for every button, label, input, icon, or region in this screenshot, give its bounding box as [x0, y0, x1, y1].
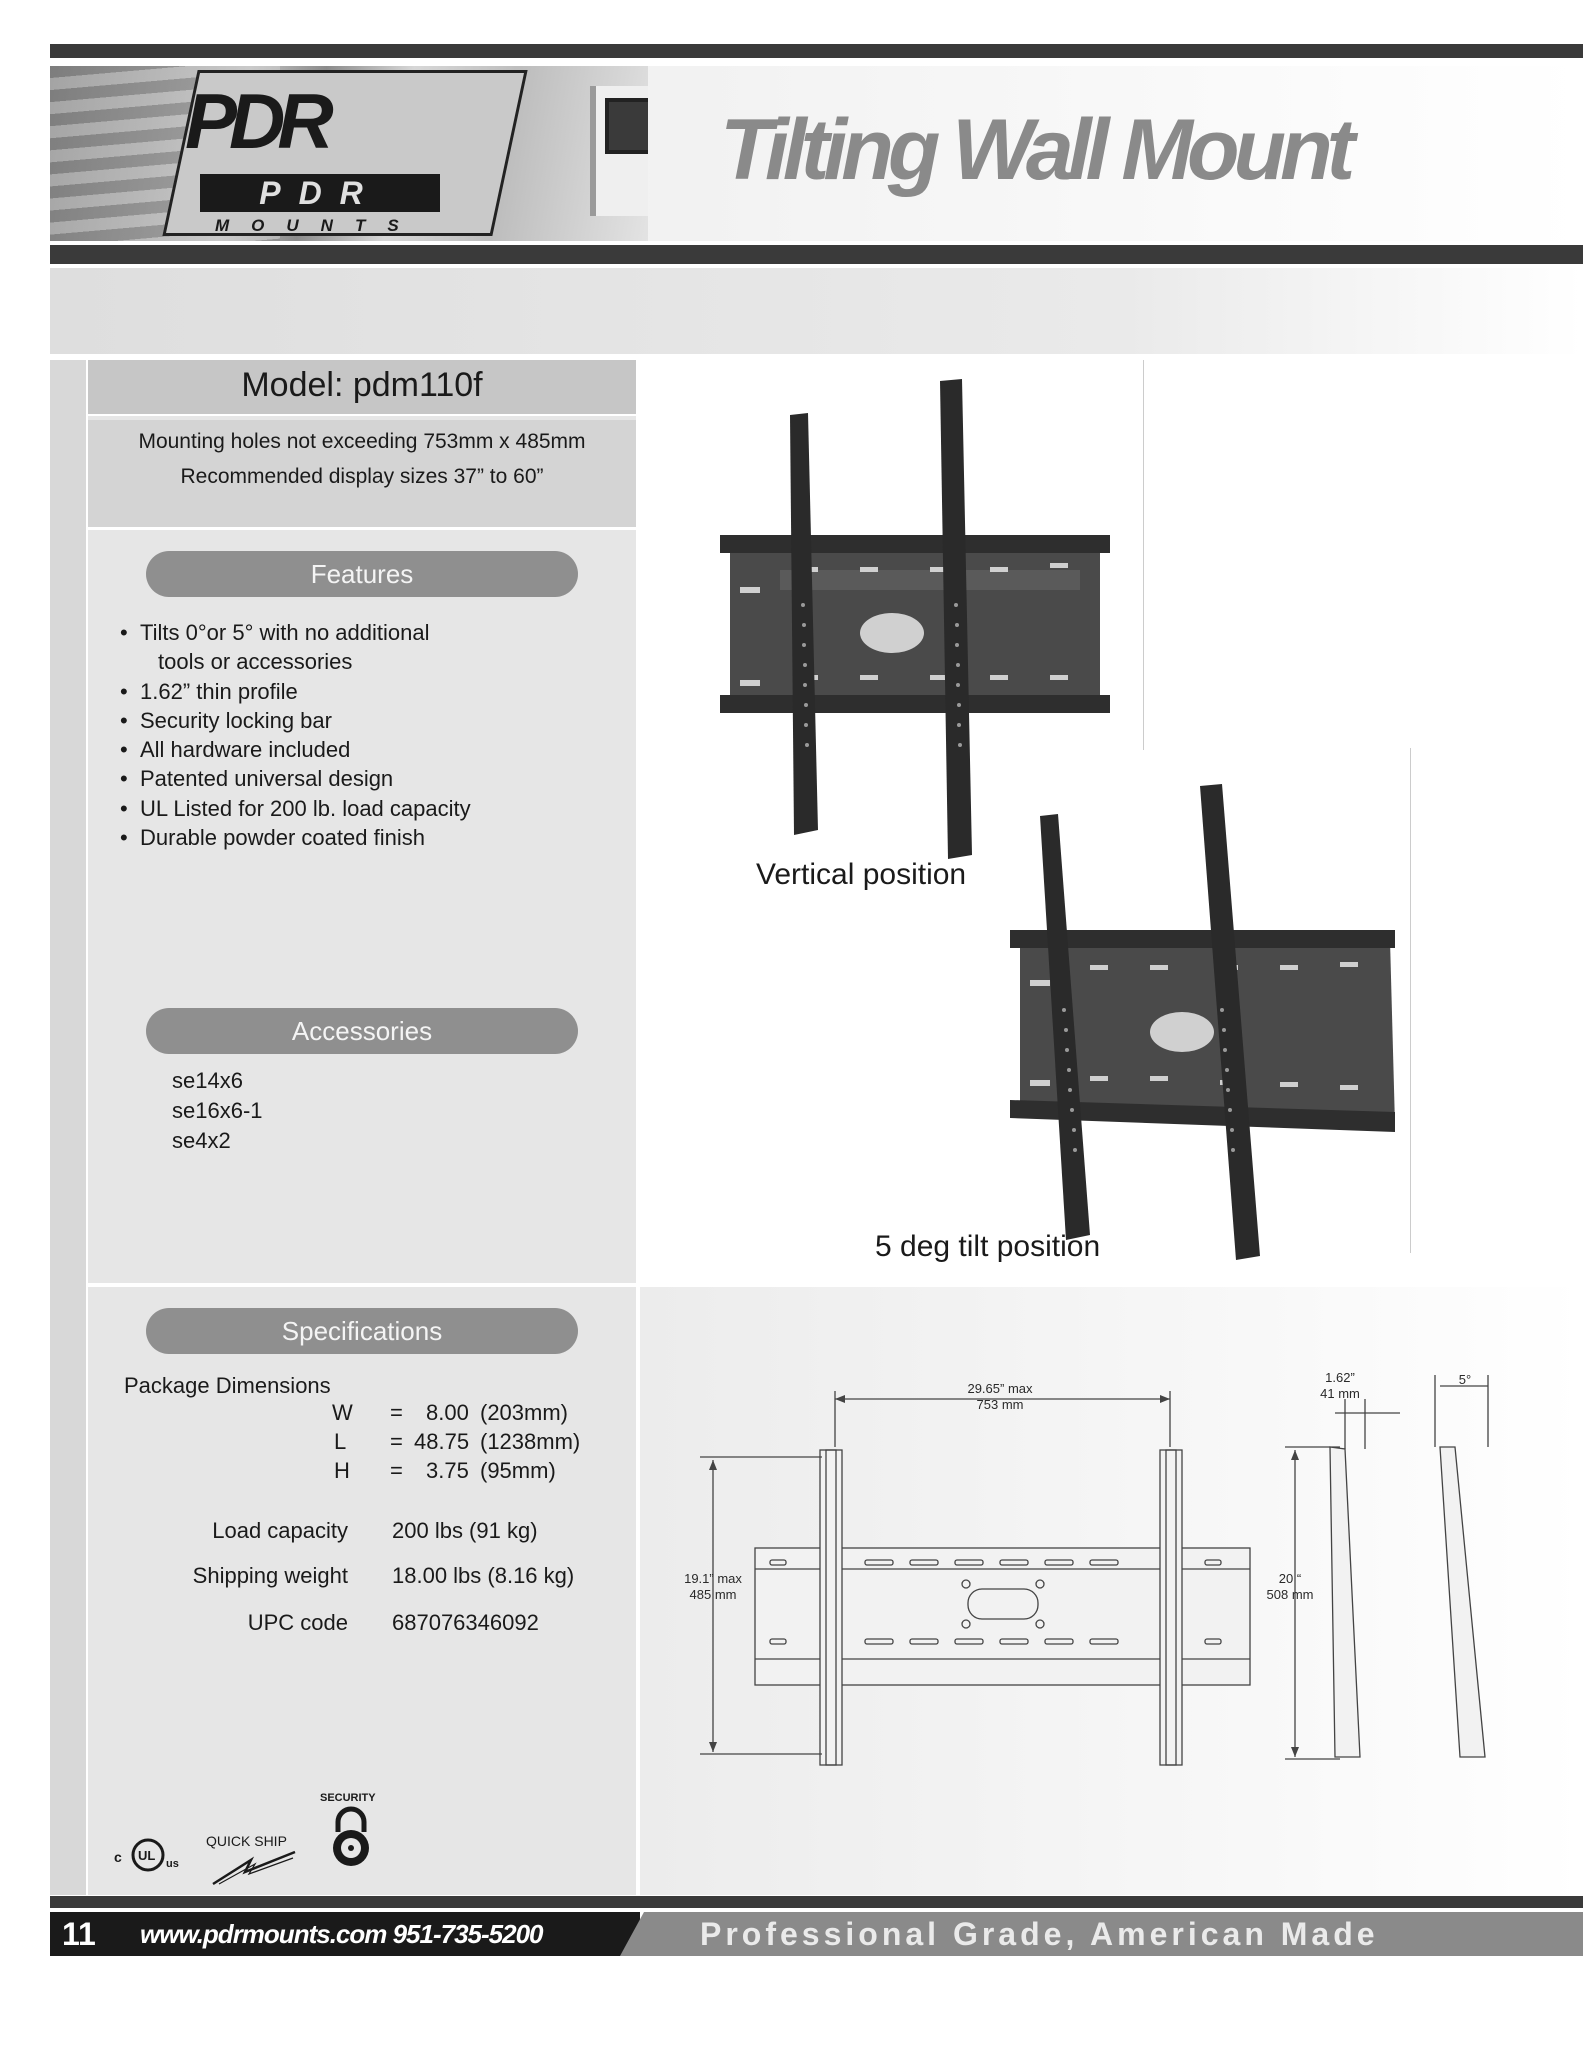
- header-bottom-bar: [50, 245, 1583, 264]
- features-list: [120, 618, 600, 852]
- height-dim-inch: 19.1” max: [684, 1571, 742, 1586]
- mount-photo-tilt: [990, 780, 1410, 1270]
- padlock-icon: [326, 1806, 376, 1868]
- technical-drawing: [640, 1287, 1583, 1895]
- list-item: tools or accessories: [158, 649, 353, 675]
- model-title: Model: pdm110f: [241, 366, 483, 404]
- ul-c-text: c: [114, 1849, 122, 1865]
- dim-axis-l: L: [334, 1429, 347, 1454]
- profile-dim-inch: 1.62”: [1325, 1370, 1355, 1385]
- load-capacity-label: Load capacity: [212, 1518, 348, 1543]
- dim-value: 48.75: [414, 1429, 470, 1454]
- package-dimensions-label: Package Dimensions: [124, 1373, 331, 1398]
- shipping-weight-value: 18.00 lbs (8.16 kg): [392, 1563, 575, 1588]
- tilt-dim: 5°: [1458, 1372, 1472, 1387]
- shipping-weight-label: Shipping weight: [192, 1563, 348, 1588]
- footer-tagline: Professional Grade, American Made: [700, 1916, 1379, 1952]
- list-item: • All hardware included: [120, 735, 600, 764]
- logo-name: PDR: [200, 174, 440, 212]
- dim-metric: (203mm): [480, 1400, 569, 1425]
- ul-listed-icon: [110, 1835, 185, 1875]
- wall-dim-inch: 20 “: [1278, 1571, 1302, 1586]
- accessory-item: se4x2: [172, 1128, 231, 1153]
- upc-label: UPC code: [247, 1610, 348, 1635]
- accessories-heading: Accessories: [146, 1008, 578, 1054]
- wall-dim-mm: 508 mm: [1266, 1587, 1314, 1602]
- list-item: • Durable powder coated finish: [120, 823, 600, 852]
- photo-divider: [1143, 360, 1144, 750]
- logo-subtitle: MOUNTS: [215, 216, 421, 235]
- mounting-line: Mounting holes not exceeding 753mm x 485mm: [138, 430, 586, 453]
- lightning-icon: [205, 1848, 305, 1888]
- dim-eq: =: [390, 1458, 403, 1483]
- dim-eq: =: [390, 1429, 403, 1454]
- accessory-item: se16x6-1: [172, 1098, 263, 1123]
- dim-metric: (95mm): [480, 1458, 556, 1483]
- list-item: • Patented universal design: [120, 764, 600, 793]
- caption-vertical: Vertical position: [756, 858, 967, 891]
- caption-tilt: 5 deg tilt position: [875, 1230, 1101, 1263]
- list-item: • UL Listed for 200 lb. load capacity: [120, 794, 600, 823]
- accessory-item: se14x6: [172, 1068, 243, 1093]
- ul-text: UL: [138, 1848, 156, 1863]
- profile-dim-mm: 41 mm: [1320, 1386, 1360, 1401]
- footer-bar: [50, 1896, 1583, 1908]
- ul-us-text: us: [166, 1858, 179, 1870]
- width-dim-mm: 753 mm: [976, 1397, 1024, 1412]
- header-gray-band: [50, 268, 1583, 354]
- logo-mark: PDR: [185, 77, 326, 165]
- load-capacity-value: 200 lbs (91 kg): [392, 1518, 538, 1543]
- dim-eq: =: [390, 1400, 403, 1425]
- features-heading: Features: [146, 551, 578, 597]
- list-item: • 1.62” thin profile: [120, 677, 600, 706]
- page-title: Tilting Wall Mount: [720, 102, 1350, 198]
- security-label: SECURITY: [320, 1792, 376, 1804]
- upc-value: 687076346092: [392, 1610, 539, 1635]
- dim-metric: (1238mm): [480, 1429, 581, 1454]
- dim-value: 3.75: [426, 1458, 469, 1483]
- dim-axis-h: H: [334, 1458, 350, 1483]
- website-phone[interactable]: www.pdrmounts.com 951-735-5200: [140, 1919, 543, 1949]
- header-top-bar: [50, 44, 1583, 58]
- photo-divider: [1410, 748, 1411, 1253]
- spec-divider: [88, 1283, 636, 1287]
- height-dim-mm: 485 mm: [689, 1587, 737, 1602]
- display-size-line: Recommended display sizes 37” to 60”: [180, 465, 544, 488]
- side-strip: [50, 360, 86, 1895]
- list-item: • Tilts 0°or 5° with no additional: [120, 618, 600, 647]
- page-number: 11: [62, 1916, 96, 1952]
- dim-value: 8.00: [426, 1400, 469, 1425]
- quick-ship-label: QUICK SHIP: [206, 1833, 287, 1849]
- header-photo: [50, 66, 648, 241]
- tv-image: [605, 98, 648, 154]
- specifications-heading: Specifications: [146, 1308, 578, 1354]
- list-item: • Security locking bar: [120, 706, 600, 735]
- dim-axis-w: W: [332, 1400, 353, 1425]
- width-dim-inch: 29.65” max: [967, 1381, 1033, 1396]
